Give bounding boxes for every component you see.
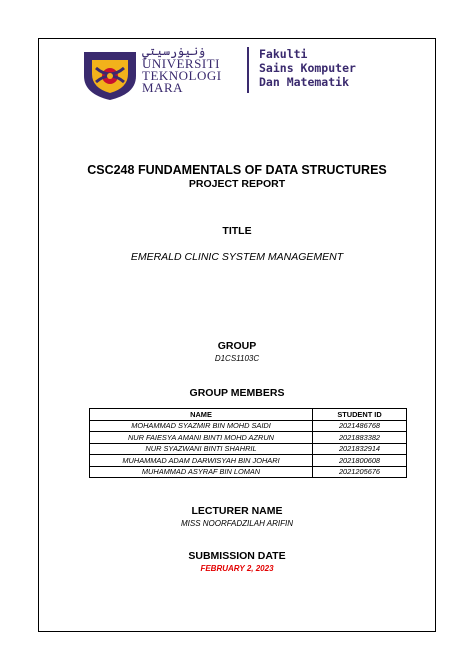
uitm-crest-icon [84, 52, 136, 100]
table-row [90, 455, 407, 467]
jawi-script-mark: ۏنيۏرسيتي [142, 44, 206, 58]
table-row [90, 466, 407, 478]
submission-heading: SUBMISSION DATE [188, 550, 286, 562]
lecturer-heading: LECTURER NAME [191, 505, 283, 517]
member-name: MUHAMMAD ASYRAF BIN LOMAN [90, 466, 313, 478]
title-heading: TITLE [222, 225, 252, 237]
member-id: 2021883382 [313, 432, 407, 444]
faculty-name: Fakulti Sains Komputer Dan Matematik [259, 47, 356, 89]
members-table [89, 408, 407, 478]
members-heading: GROUP MEMBERS [189, 387, 285, 399]
course-title: CSC248 FUNDAMENTALS OF DATA STRUCTURES [87, 163, 387, 177]
member-id: 2021832914 [313, 443, 407, 455]
member-name: MOHAMMAD SYAZMIR BIN MOHD SAIDI [90, 420, 313, 432]
lecturer-name: MISS NOORFADZILAH ARIFIN [180, 519, 293, 528]
submission-date: FEBRUARY 2, 2023 [200, 564, 274, 573]
group-code: D1CS1103C [214, 354, 260, 363]
report-type: PROJECT REPORT [188, 178, 286, 190]
member-id: 2021205676 [313, 466, 407, 478]
table-row [90, 443, 407, 455]
column-header-name: NAME [90, 409, 313, 421]
member-name: MUHAMMAD ADAM DARWISYAH BIN JOHARI [90, 455, 313, 467]
logo-divider [247, 47, 249, 93]
member-id: 2021486768 [313, 420, 407, 432]
member-name: NUR SYAZWANI BINTI SHAHRIL [90, 443, 313, 455]
column-header-student-id: STUDENT ID [313, 409, 407, 421]
table-row [90, 420, 407, 432]
member-id: 2021800608 [313, 455, 407, 467]
university-name: UNIVERSITI TEKNOLOGI MARA [142, 56, 222, 95]
group-heading: GROUP [217, 340, 257, 352]
member-name: NUR FAIESYA AMANI BINTI MOHD AZRUN [90, 432, 313, 444]
table-row [90, 432, 407, 444]
page-border [38, 38, 436, 632]
table-header-row [90, 409, 407, 421]
project-title: EMERALD CLINIC SYSTEM MANAGEMENT [130, 251, 344, 263]
